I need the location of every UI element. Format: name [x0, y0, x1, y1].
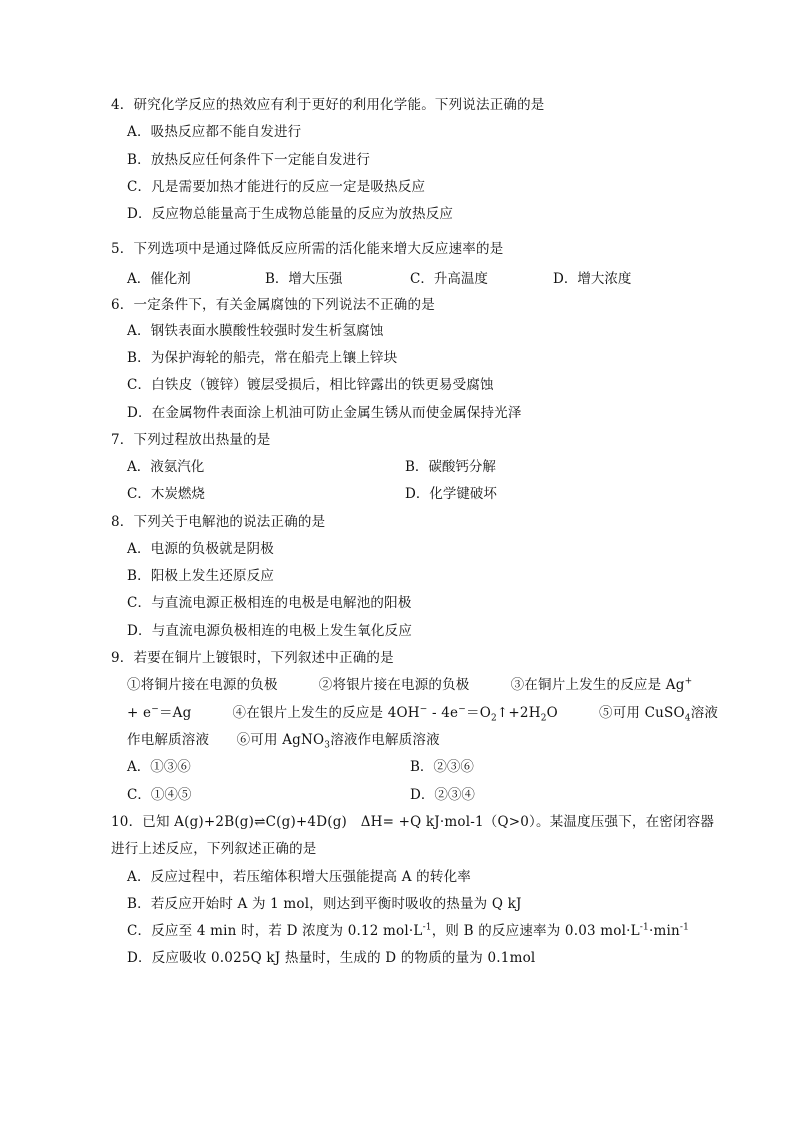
- question-7-stem: 7．下列过程放出热量的是: [111, 432, 271, 448]
- question-6-option-a: A．钢铁表面水膜酸性较强时发生析氢腐蚀: [127, 323, 384, 339]
- question-5-option-d: D．增大浓度: [553, 271, 632, 287]
- question-8-option-c: C．与直流电源正极相连的电极是电解池的阳极: [127, 595, 412, 611]
- question-9-stem: 9．若要在铜片上镀银时，下列叙述中正确的是: [111, 650, 394, 666]
- question-10-option-b: B．若反应开始时 A 为 1 mol，则达到平衡时吸收的热量为 Q kJ: [127, 896, 522, 912]
- question-4-stem: 4．研究化学反应的热效应有利于更好的利用化学能。下列说法正确的是: [111, 97, 545, 113]
- question-10-stem-line-1: 10．已知 A(g)+2B(g)⇌C(g)+4D(g) ΔH= +Q kJ·mol-1（Q>0）。某温度压强下，在密闭容器: [111, 814, 715, 830]
- question-5-option-b: B．增大压强: [265, 271, 343, 287]
- question-5-option-c: C．升高温度: [410, 271, 488, 287]
- question-9-option-c: C．①④⑤: [127, 787, 192, 803]
- question-10-option-d: D．反应吸收 0.025Q kJ 热量时，生成的 D 的物质的量为 0.1mol: [127, 950, 536, 966]
- question-10-stem-line-2: 进行上述反应，下列叙述正确的是: [111, 841, 317, 857]
- question-6-stem: 6．一定条件下，有关金属腐蚀的下列说法不正确的是: [111, 297, 435, 313]
- question-9-option-b: B．②③⑥: [410, 759, 474, 775]
- question-9-option-a: A．①③⑥: [127, 759, 191, 775]
- question-8-option-d: D．与直流电源负极相连的电极上发生氧化反应: [127, 623, 413, 639]
- question-7-option-b: B．碳酸钙分解: [405, 459, 496, 475]
- question-5-option-a: A．催化剂: [127, 271, 191, 287]
- question-7-option-d: D．化学键破坏: [405, 486, 497, 502]
- question-9-statements-line-1: ①将铜片接在电源的负极 ②将银片接在电源的负极 ③在铜片上发生的反应是 Ag+: [127, 676, 693, 693]
- question-9-option-d: D．②③④: [410, 787, 475, 803]
- question-6-option-d: D．在金属物件表面涂上机油可防止金属生锈从而使金属保持光泽: [127, 405, 522, 421]
- question-5-stem: 5．下列选项中是通过降低反应所需的活化能来增大反应速率的是: [111, 241, 504, 257]
- question-7-option-c: C．木炭燃烧: [127, 486, 205, 502]
- question-4-option-a: A．吸热反应都不能自发进行: [127, 124, 302, 140]
- question-6-option-b: B．为保护海轮的船壳，常在船壳上镶上锌块: [127, 350, 398, 366]
- question-9-statements-line-2: + e−＝Ag ④在银片上发生的反应是 $4OH^- - 4e^-=O_2↑+2H_2O$ ⑤可用 CuSO$_4$溶液: [127, 704, 719, 724]
- question-4-option-d: D．反应物总能量高于生成物总能量的反应为放热反应: [127, 206, 454, 222]
- question-8-option-b: B．阳极上发生还原反应: [127, 568, 275, 584]
- question-6-option-c: C．白铁皮（镀锌）镀层受损后，相比锌露出的铁更易受腐蚀: [127, 377, 494, 393]
- question-10-option-c: C．反应至 4 min 时，若 D 浓度为 0.12 $mol\cdot L^{-1}$，则 B 的反应速率为 0.03 $mol\cdot L^{-1}\cdot\min^{-1}$: [127, 922, 690, 939]
- question-10-option-a: A．反应过程中，若压缩体积增大压强能提高 A 的转化率: [127, 869, 471, 885]
- question-7-option-a: A．液氨汽化: [127, 459, 205, 475]
- question-4-option-b: B．放热反应任何条件下一定能自发进行: [127, 152, 371, 168]
- question-8-option-a: A．电源的负极就是阴极: [127, 541, 274, 557]
- question-9-statements-line-3: 作电解质溶液 ⑥可用 AgNO$_3$溶液作电解质溶液: [127, 732, 440, 751]
- question-8-stem: 8．下列关于电解池的说法正确的是: [111, 514, 326, 530]
- question-4-option-c: C．凡是需要加热才能进行的反应一定是吸热反应: [127, 179, 426, 195]
